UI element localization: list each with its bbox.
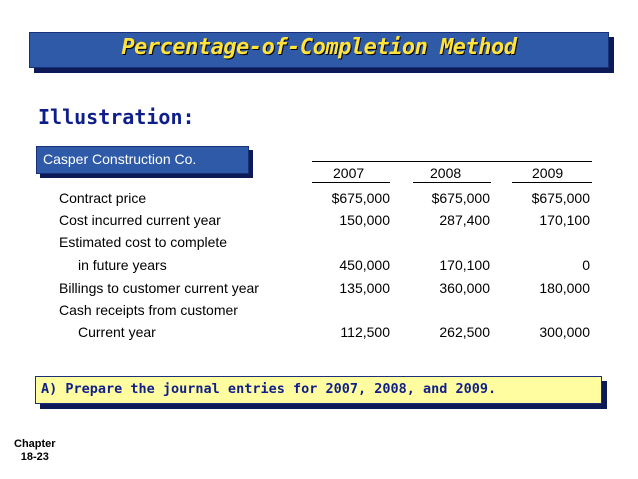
row-value: 170,100 [539,212,590,228]
task-box [35,376,602,404]
row-value: $675,000 [531,190,590,206]
row-value: 170,100 [439,257,490,273]
row-value: $675,000 [431,190,490,206]
row-label: Cost incurred current year [59,212,221,228]
row-value: 180,000 [539,280,590,296]
row-label: Cash receipts from customer [59,302,238,318]
row-value: 150,000 [339,212,390,228]
section-label: Illustration: [38,105,195,129]
row-label: Contract price [59,190,147,206]
row-label: Billings to customer current year [59,280,259,296]
chapter-label [14,438,56,464]
row-value: 300,000 [539,324,590,340]
chapter-line: Chapter [14,438,56,450]
year-header: 2007 [333,165,365,181]
year-underline [312,182,390,183]
page-title: Percentage-of-Completion Method [121,35,517,60]
row-label: in future years [78,257,167,273]
row-value: 287,400 [439,212,490,228]
header-rule [312,161,592,162]
row-value: 135,000 [339,280,390,296]
row-value: 112,500 [340,324,390,340]
title-banner [29,32,609,68]
row-value: 360,000 [439,280,490,296]
year-header: 2008 [430,165,462,181]
row-value: $675,000 [331,190,390,206]
year-underline [512,182,592,183]
year-header: 2009 [532,165,564,181]
chapter-number: 18-23 [20,451,49,463]
company-name: Casper Construction Co. [43,151,197,167]
year-underline [413,182,491,183]
row-value: 0 [582,257,590,273]
company-banner [36,146,249,174]
row-label: Current year [78,324,156,340]
row-label: Estimated cost to complete [59,234,228,250]
row-value: 450,000 [339,257,390,273]
row-value: 262,500 [439,324,490,340]
task-text: A) Prepare the journal entries for 2007, 2008, and 2009. [41,381,497,397]
